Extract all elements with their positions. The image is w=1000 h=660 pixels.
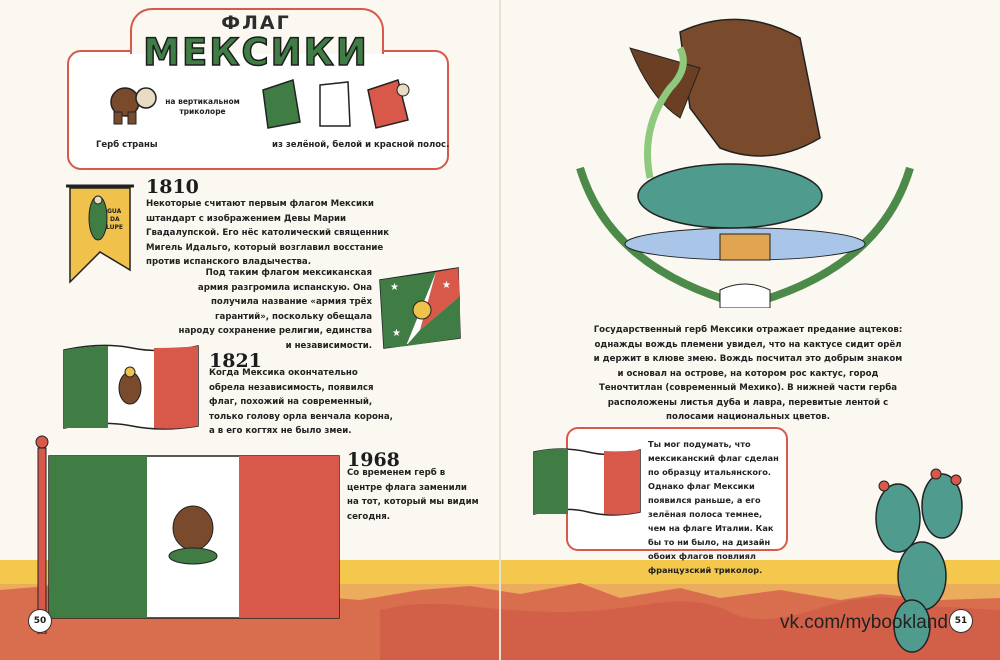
caption-middle: на вертикальном триколоре	[165, 97, 240, 116]
banner-word-1: GUA	[107, 208, 122, 215]
title-small: ФЛАГ	[221, 12, 291, 34]
page-number-right: 51	[949, 609, 973, 633]
coat-description: Государственный герб Мексики отражает предание ацтеков: однажды вождь племени увидел, что на кактусе сидит орёл и держит в клюве змею. Вождь посчитал это добрым знаком и основал на острове, на котором рос кактус, город Теночтитлан (современный Мехико). В нижней части герба расположены листья дуба и лавра, перевитые лентой с полосами национальных цветов.	[593, 325, 903, 422]
svg-text:★: ★	[392, 328, 401, 339]
svg-text:★: ★	[442, 280, 451, 291]
text-1968: Со временем герб в центре флага заменили на тот, который мы видим сегодня.	[347, 468, 479, 522]
eagle-carrier-illustration	[100, 80, 160, 130]
caption-left: Герб страны	[96, 140, 158, 150]
year-1810: 1810	[146, 176, 199, 198]
year-1968: 1968	[347, 449, 400, 471]
banner-word-3: LUPE	[106, 224, 123, 231]
year-1821: 1821	[209, 350, 262, 372]
guadalupe-banner	[64, 182, 136, 290]
flag-1821	[62, 342, 200, 434]
watermark: vk.com/mybookland	[780, 612, 948, 633]
text-1810: Некоторые считают первым флагом Мексики штандарт с изображением Девы Марии Гвадалупской. Его нёс католический священник Мигель Идальго, который возглавил восстание против испанского владычества.	[146, 199, 390, 267]
svg-text:★: ★	[390, 282, 399, 293]
page-number-left: 50	[28, 609, 52, 633]
italy-text: Ты мог подумать, что мексиканский флаг сделан по образцу итальянского. Однако флаг Мексики появился раньше, а его зелёная полоса темнее, чем на флаге Италии. Как бы то ни было, на дизайн обоих флагов повлиял французский триколор.	[648, 439, 779, 575]
three-guarantees-flag	[376, 266, 464, 350]
title-big: МЕКСИКИ	[143, 31, 369, 74]
caption-right: из зелёной, белой и красной полос.	[272, 140, 450, 150]
text-1821: Когда Мексика окончательно обрела независимость, появился флаг, похожий на современный, только голову орла венчала корона, а в его когтях не было змеи.	[209, 368, 393, 436]
italy-flag	[532, 444, 642, 520]
text-three-guarantees: Под таким флагом мексиканская армия разгромила испанскую. Она получила название «армия трёх гарантий», поскольку обещала народу сохранение религии, единства и независимости.	[178, 268, 372, 351]
coat-of-arms	[570, 8, 920, 308]
flag-1968	[47, 452, 341, 622]
banner-word-2: DA	[110, 216, 120, 223]
tricolor-carriers-illustration	[258, 70, 418, 132]
